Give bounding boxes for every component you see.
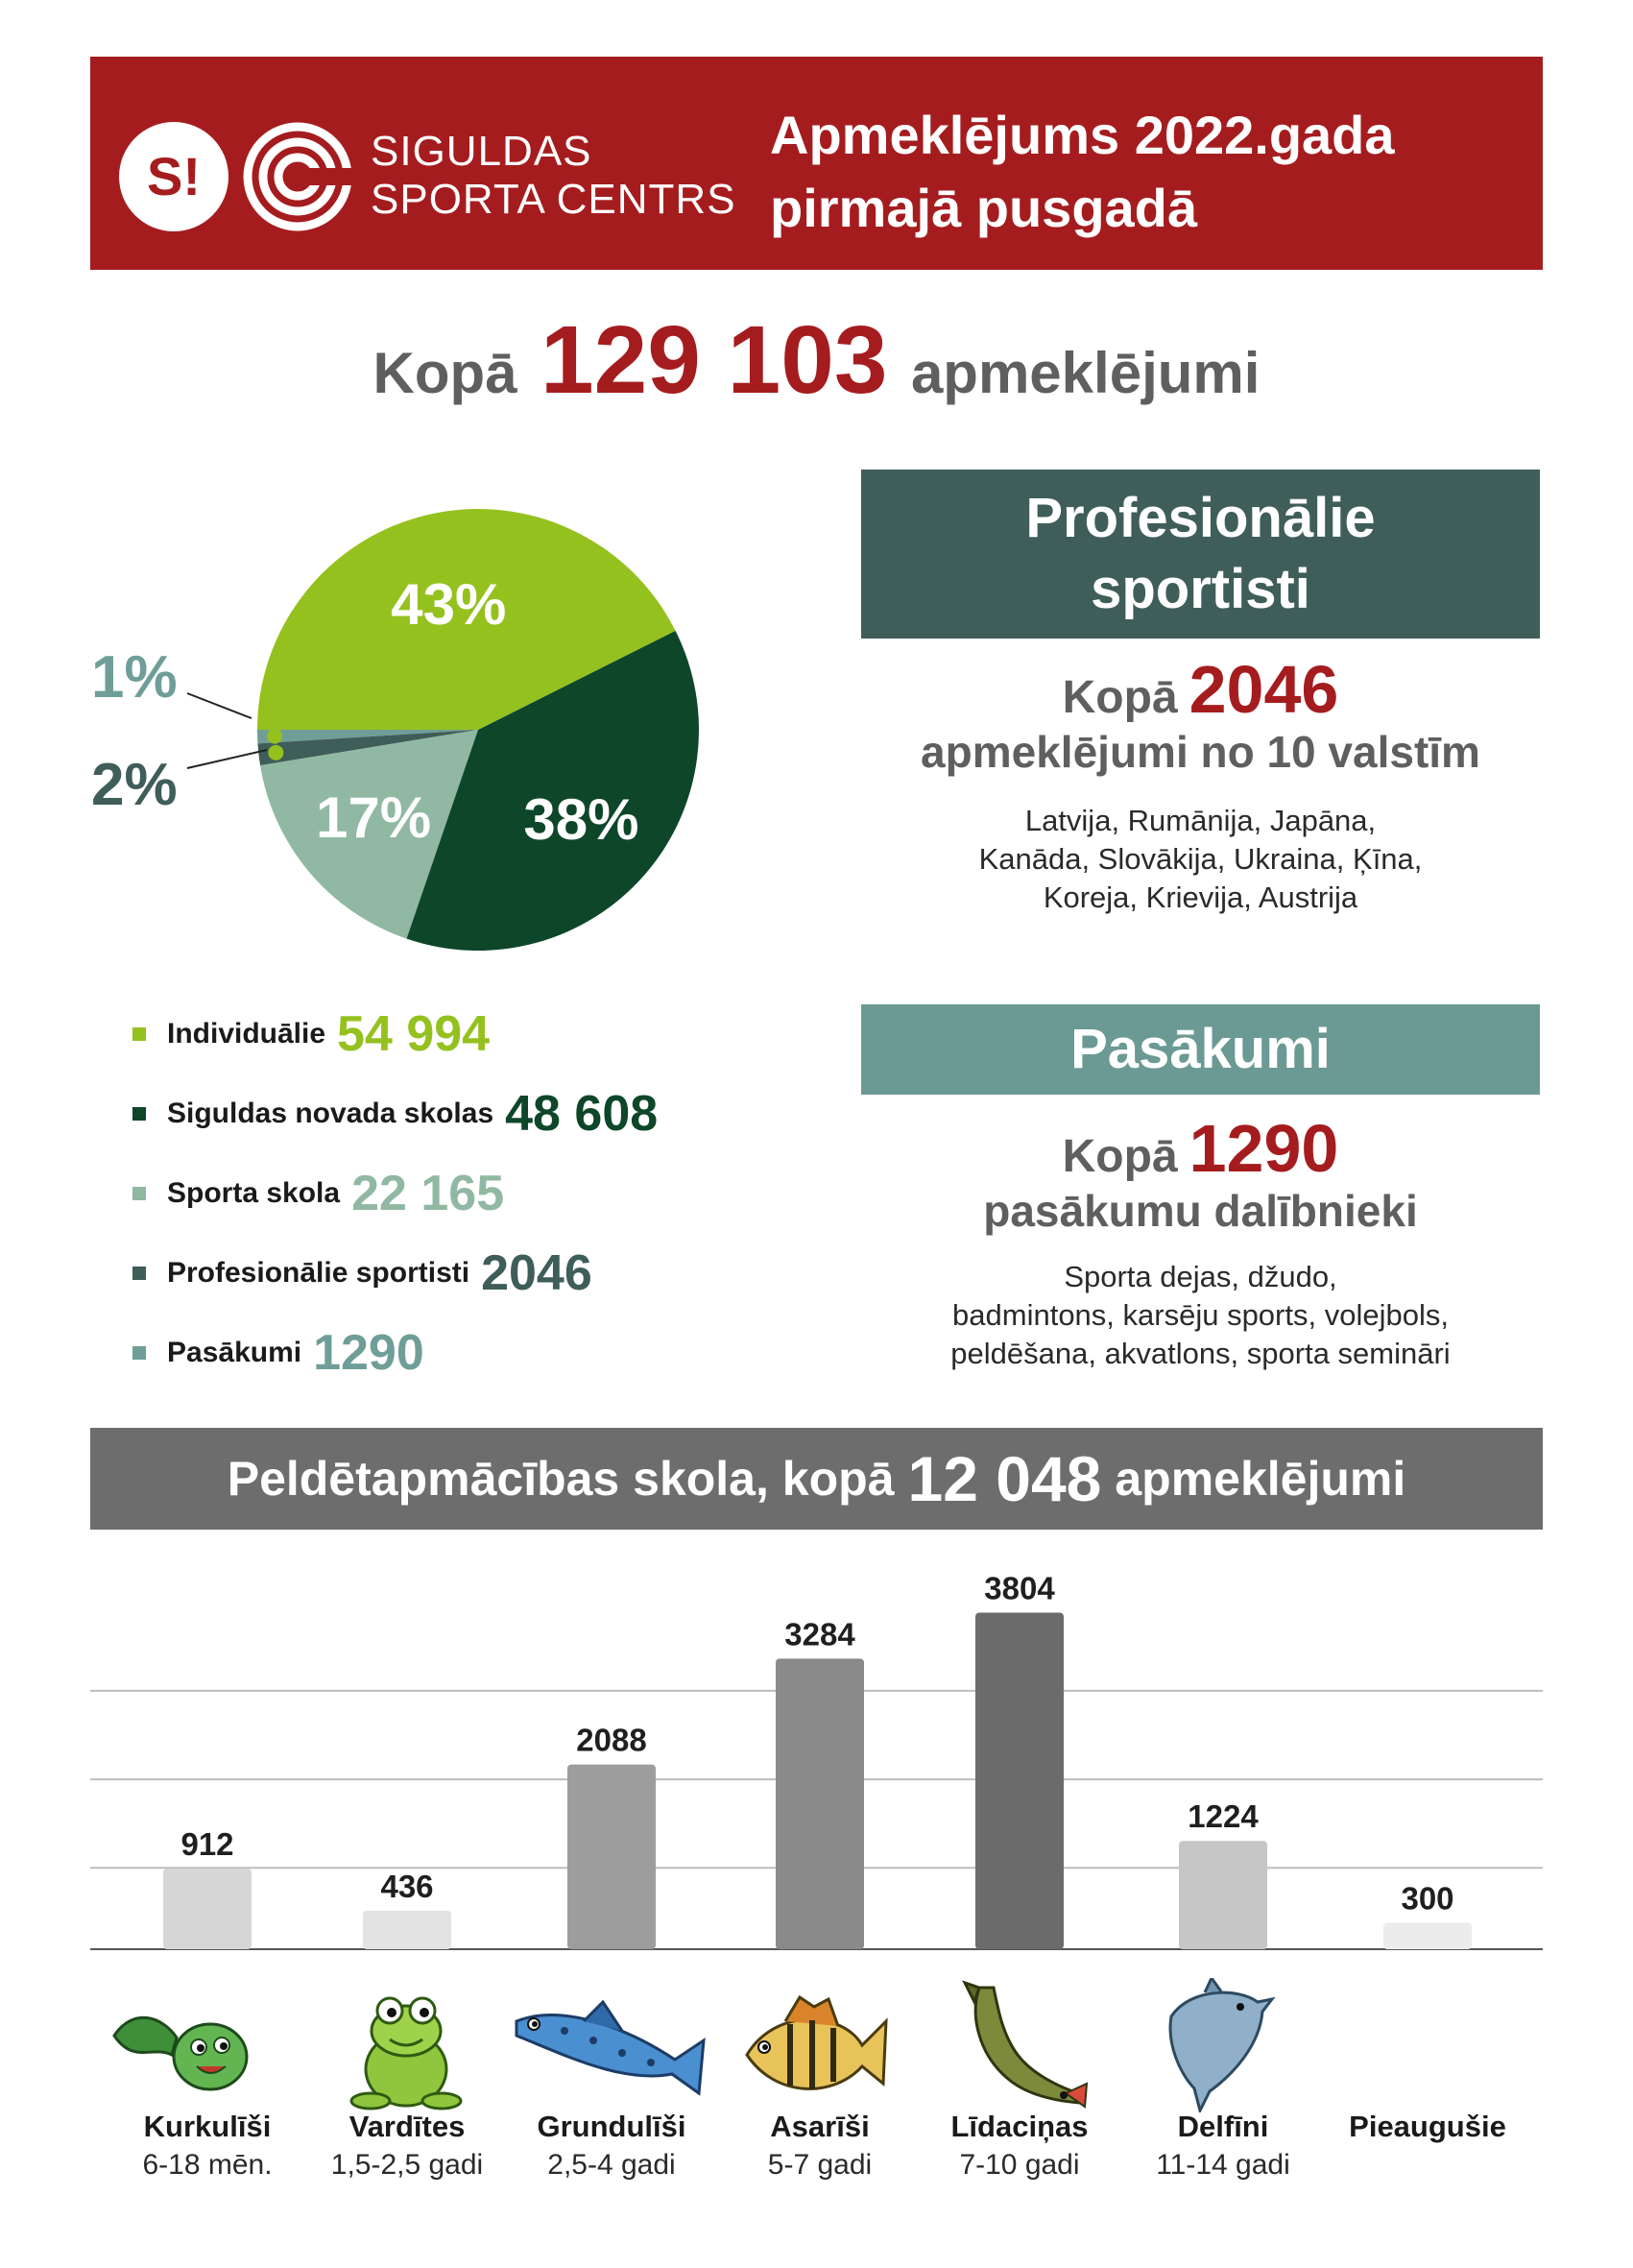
total-value: 129 103 xyxy=(540,306,888,414)
events-list xyxy=(861,1258,1540,1373)
pike-fish-icon xyxy=(950,1978,1090,2112)
dolphin-icon xyxy=(1152,1978,1277,2112)
pro-countries xyxy=(861,802,1540,917)
swim-title-prefix: Peldētapmācības skola, kopā xyxy=(227,1452,895,1506)
legend-label: Pasākumi xyxy=(167,1336,302,1368)
bar-category-label xyxy=(516,2108,708,2184)
legend-item xyxy=(132,1153,881,1233)
category-name: Asarīši xyxy=(770,2110,870,2143)
category-name: Grundulīši xyxy=(537,2110,686,2143)
category-age: 6-18 mēn. xyxy=(142,2149,273,2181)
total-visits xyxy=(0,305,1633,416)
category-age: 5-7 gadi xyxy=(767,2149,873,2181)
legend-item xyxy=(132,1313,881,1392)
pie-slice-schools-label: 38% xyxy=(523,786,639,852)
category-name: Pieaugušie xyxy=(1349,2110,1506,2143)
legend-item xyxy=(132,1233,881,1313)
bar-category-label xyxy=(1332,2108,1524,2146)
perch-fish-icon xyxy=(737,1978,891,2112)
legend-label: Sporta skola xyxy=(167,1176,341,1209)
bar-value-label: 2088 xyxy=(576,1722,647,1758)
pie-slice-individual-label: 43% xyxy=(391,572,507,638)
bar-value-label: 1224 xyxy=(1188,1798,1259,1835)
frog-icon xyxy=(334,1978,478,2112)
bar xyxy=(1383,1922,1472,1949)
events-total-prefix: Kopā xyxy=(1062,1131,1178,1182)
pro-title-line-1: Profesionālie xyxy=(1025,487,1376,549)
logo-rings-icon xyxy=(243,122,352,231)
bar xyxy=(1179,1841,1267,1949)
swim-school-banner xyxy=(90,1428,1543,1530)
bar-value-label: 3284 xyxy=(784,1616,855,1653)
bar-value-label: 912 xyxy=(180,1825,234,1862)
pie-slice-sport-school-label: 17% xyxy=(316,785,432,851)
total-prefix: Kopā xyxy=(372,341,517,405)
category-age: 7-10 gadi xyxy=(959,2149,1080,2181)
countries-line-3: Koreja, Krievija, Austrija xyxy=(1043,881,1358,914)
title-line-1: Apmeklējums 2022.gada xyxy=(770,105,1395,165)
pro-subtitle: apmeklējumi no 10 valstīm xyxy=(921,727,1480,777)
logo-line-2: SPORTA CENTRS xyxy=(371,176,736,223)
page-title xyxy=(770,99,1528,245)
total-suffix: apmeklējumi xyxy=(910,341,1261,405)
title-line-2: pirmajā pusgadā xyxy=(770,178,1198,238)
legend-item xyxy=(132,1074,881,1153)
tadpole-icon xyxy=(105,1978,249,2112)
category-name: Kurkulīši xyxy=(143,2110,272,2143)
events-total-value: 1290 xyxy=(1189,1111,1339,1186)
bar xyxy=(776,1658,864,1949)
legend-value: 22 165 xyxy=(351,1165,505,1221)
swim-title-suffix: apmeklējumi xyxy=(1115,1452,1406,1506)
legend-swatch xyxy=(132,1107,146,1121)
countries-line-1: Latvija, Rumānija, Japāna, xyxy=(1024,804,1377,837)
swim-bar-chart xyxy=(90,1556,1543,1959)
pie-slice-pro-marker xyxy=(268,745,283,760)
events-header: Pasākumi xyxy=(861,1004,1540,1095)
legend-value: 48 608 xyxy=(505,1085,659,1142)
bar-value-label: 436 xyxy=(380,1868,434,1904)
bar-category-label xyxy=(311,2108,503,2184)
events-line-1: Sporta dejas, džudo, xyxy=(1064,1260,1337,1293)
events-line-3: peldēšana, akvatlons, sporta semināri xyxy=(950,1337,1451,1370)
pro-title-line-2: sportisti xyxy=(1091,558,1310,620)
category-name: Delfīni xyxy=(1177,2110,1269,2143)
bar xyxy=(567,1765,656,1949)
category-age: 1,5-2,5 gadi xyxy=(330,2149,484,2181)
bar-category-label xyxy=(111,2108,303,2184)
bar-category-label xyxy=(924,2108,1116,2184)
pie-label-events: 1% xyxy=(91,644,178,711)
legend-swatch xyxy=(132,1187,146,1200)
legend-label: Siguldas novada skolas xyxy=(167,1097,494,1129)
category-age: 11-14 gadi xyxy=(1156,2149,1290,2181)
swim-title-value: 12 048 xyxy=(907,1443,1102,1514)
category-age: 2,5-4 gadi xyxy=(547,2149,676,2181)
pro-total xyxy=(861,651,1540,728)
logo-line-1: SIGULDAS xyxy=(371,128,592,175)
legend-swatch xyxy=(132,1267,146,1280)
legend-value: 1290 xyxy=(313,1324,424,1381)
pie-label-pro: 2% xyxy=(91,752,178,818)
legend-swatch xyxy=(132,1346,146,1360)
bar-category-label xyxy=(1127,2108,1319,2184)
category-name: Vardītes xyxy=(348,2110,466,2143)
bar xyxy=(163,1869,252,1949)
gudgeon-fish-icon xyxy=(507,1978,713,2112)
legend-value: 2046 xyxy=(481,1244,592,1301)
events-subtitle: pasākumu dalībnieki xyxy=(983,1186,1418,1236)
events-line-2: badmintons, karsēju sports, volejbols, xyxy=(952,1298,1449,1332)
legend-item xyxy=(132,994,881,1074)
bar xyxy=(975,1612,1064,1949)
pie-chart xyxy=(230,499,730,960)
legend-value: 54 994 xyxy=(337,1005,491,1062)
bar-value-label: 3804 xyxy=(984,1570,1055,1606)
legend-label: Individuālie xyxy=(167,1017,326,1050)
bar xyxy=(363,1911,451,1949)
legend-swatch xyxy=(132,1027,146,1041)
logo-mark: S! xyxy=(119,122,228,231)
logo-text xyxy=(371,128,736,224)
category-name: Līdaciņas xyxy=(950,2110,1089,2143)
pro-athletes-header xyxy=(861,470,1540,639)
legend-label: Profesionālie sportisti xyxy=(167,1256,470,1289)
bar-value-label: 300 xyxy=(1401,1880,1454,1917)
countries-line-2: Kanāda, Slovākija, Ukraina, Ķīna, xyxy=(978,842,1423,876)
pro-total-prefix: Kopā xyxy=(1062,672,1178,723)
bar-category-label xyxy=(724,2108,916,2184)
pie-legend xyxy=(132,994,881,1392)
events-total xyxy=(861,1110,1540,1187)
pie-slice-events-marker xyxy=(267,729,282,744)
pro-total-value: 2046 xyxy=(1189,652,1339,727)
